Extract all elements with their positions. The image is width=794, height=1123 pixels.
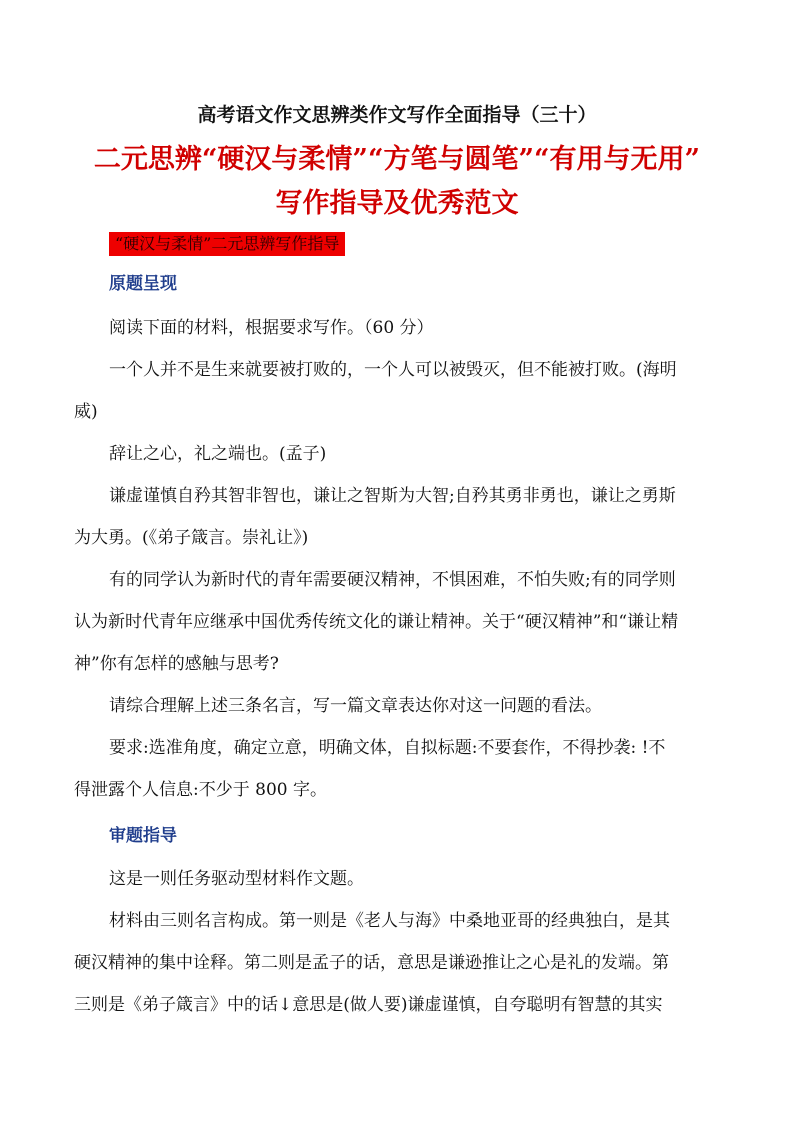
title-line-1: 二元思辨“硬汉与柔情”“方笔与圆笔”“有用与无用” — [93, 144, 701, 175]
section-banner: “硬汉与柔情”二元思辨写作指导 — [109, 232, 345, 256]
text-line: 这是一则任务驱动型材料作文题。 — [109, 869, 364, 889]
document-title — [60, 138, 734, 226]
text-line: 请综合理解上述三条名言，写一篇文章表达你对这一问题的看法。 — [109, 696, 602, 716]
text-line: 有的同学认为新时代的青年需要硬汉精神，不惧困难，不怕失败;有的同学则 — [109, 570, 676, 590]
text-line: 得泄露个人信息:不少于 800 字。 — [74, 780, 327, 800]
text-line: 三则是《弟子箴言》中的话↓意思是(做人要)谦虚谨慎，自夸聪明有智慧的其实 — [74, 995, 663, 1015]
text-line: 一个人并不是生来就要被打败的，一个人可以被毁灭，但不能被打败。(海明 — [109, 360, 677, 380]
text-line: 威) — [74, 402, 98, 422]
text-line: 要求:选准角度，确定立意，明确文体，自拟标题:不要套作，不得抄袭: !不 — [109, 738, 666, 758]
paragraph — [74, 727, 726, 811]
text-line: 阅读下面的材料，根据要求写作。（60 分） — [109, 318, 434, 338]
text-line: 硬汉精神的集中诠释。第二则是孟子的话，意思是谦逊推让之心是礼的发端。第 — [74, 953, 669, 973]
text-line: 谦虚谨慎自矜其智非智也，谦让之智斯为大智;自矜其勇非勇也，谦让之勇斯 — [109, 486, 676, 506]
document-subtitle: 高考语文作文思辨类作文写作全面指导（三十） — [197, 104, 597, 126]
text-line: 材料由三则名言构成。第一则是《老人与海》中桑地亚哥的经典独白，是其 — [109, 911, 670, 931]
text-line: 辞让之心，礼之端也。(孟子) — [109, 444, 327, 464]
text-line: 为大勇。(《弟子箴言。崇礼让》) — [74, 528, 309, 548]
section-heading-prompt: 原题呈现 — [109, 274, 177, 294]
paragraph — [74, 475, 726, 559]
section-heading-guidance: 审题指导 — [109, 826, 177, 846]
paragraph — [74, 858, 726, 900]
paragraph — [74, 900, 726, 1026]
paragraph — [74, 559, 726, 685]
text-line: 认为新时代青年应继承中国优秀传统文化的谦让精神。关于“硬汉精神”和“谦让精 — [74, 612, 679, 632]
paragraph — [74, 349, 726, 433]
title-line-2: 写作指导及优秀范文 — [275, 188, 519, 219]
paragraph — [74, 433, 726, 475]
paragraph — [74, 307, 726, 349]
text-line: 神”你有怎样的感触与思考? — [74, 654, 279, 674]
paragraph — [74, 685, 726, 727]
